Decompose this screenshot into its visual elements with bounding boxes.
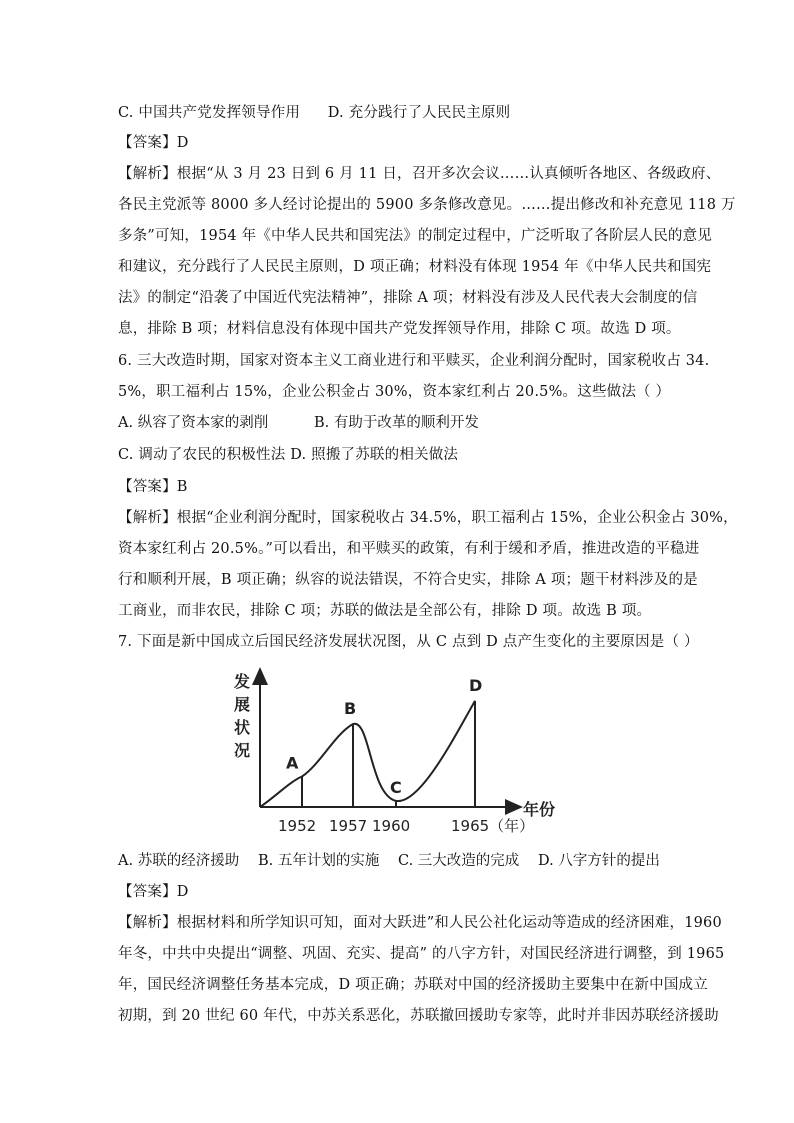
q6-stem-line: 5%，职工福利占 15%，企业公积金占 30%，资本家红利占 20.5%。这些做法（ ） [118, 384, 671, 400]
y-axis-label-char: 发 [234, 672, 251, 691]
q7-analysis-line: 年，国民经济调整任务基本完成，D 项正确；苏联对中国的经济援助主要集中在新中国成立 [118, 977, 708, 993]
q7-analysis-line: 【解析】根据材料和所学知识可知，面对大跃进”和人民公社化运动等造成的经济困难，1960 [118, 915, 722, 931]
q6-analysis-line: 资本家红利占 20.5%。”可以看出，和平赎买的政策，有利于缓和矛盾，推进改造的平稳进 [118, 541, 700, 557]
q5-option-d: D. 充分践行了人民民主原则 [327, 105, 511, 121]
q7-answer: 【答案】D [118, 884, 189, 900]
point-label-c: C [390, 777, 402, 797]
q5-analysis-line: 各民主党派等 8000 多人经讨论提出的 5900 多条修改意见。……提出修改和补充意见 118 万 [118, 197, 736, 213]
y-axis-label [233, 672, 250, 760]
q5-answer: 【答案】D [118, 135, 189, 151]
x-tick-label: 1965（年） [451, 817, 535, 835]
q5-options-cd [118, 103, 510, 123]
q6-answer: 【答案】B [118, 479, 188, 495]
q7-analysis-line: 年冬，中共中央提出“调整、巩固、充实、提高” 的八字方针，对国民经济进行调整，到 1965 [118, 946, 725, 962]
y-axis-label-char: 况 [234, 741, 251, 760]
point-label-a: A [286, 753, 299, 773]
economic-development-chart [230, 665, 560, 840]
q5-analysis-line: 息，排除 B 项；材料信息没有体现中国共产党发挥领导作用，排除 C 项。故选 D 项。 [118, 321, 681, 337]
q5-analysis-line: 【解析】根据“从 3 月 23 日到 6 月 11 日，召开多次会议……认真倾听各地区、各级政府、 [118, 166, 721, 182]
y-axis-label-char: 展 [234, 695, 251, 714]
point-label-b: B [344, 699, 357, 719]
q7-option-b: B. 五年计划的实施 [258, 853, 380, 869]
q6-stem-line: 6. 三大改造时期，国家对资本主义工商业进行和平赎买，企业利润分配时，国家税收占 34. [118, 353, 710, 369]
q5-analysis-line: 法》的制定“沿袭了中国近代宪法精神”，排除 A 项；材料没有涉及人民代表大会制度的信 [118, 290, 698, 306]
q7-option-a: A. 苏联的经济援助 [118, 853, 240, 869]
q7-option-d: D. 八字方针的提出 [538, 853, 660, 869]
x-tick-label: 1952 [278, 817, 317, 835]
q7-option-c: C. 三大改造的完成 [398, 853, 520, 869]
x-tick-label: 1960 [372, 817, 411, 835]
chart-svg [230, 665, 560, 840]
q6-option-a: A. 纵容了资本家的剥削 [118, 415, 269, 431]
q6-options-cd: C. 调动了农民的积极性法 D. 照搬了苏联的相关做法 [118, 447, 459, 463]
q7-analysis-line: 初期，到 20 世纪 60 年代，中苏关系恶化，苏联撤回援助专家等，此时并非因苏联经济援助 [118, 1008, 719, 1024]
point-label-d: D [469, 675, 483, 695]
q5-analysis-line: 多条”可知，1954 年《中华人民共和国宪法》的制定过程中，广泛听取了各阶层人民的意见 [118, 228, 713, 244]
q6-analysis-line: 【解析】根据“企业利润分配时，国家税收占 34.5%，职工福利占 15%，企业公积金占 30%， [118, 510, 738, 526]
q5-analysis-line: 和建议，充分践行了人民民主原则，D 项正确；材料没有体现 1954 年《中华人民共和国宪 [118, 259, 712, 275]
x-tick-label: 1957 [329, 817, 368, 835]
q5-option-c: C. 中国共产党发挥领导作用 [118, 105, 301, 121]
q6-option-b: B. 有助于改革的顺利开发 [314, 415, 479, 431]
x-axis-label: 年份 [523, 800, 556, 819]
q7-stem: 7. 下面是新中国成立后国民经济发展状况图，从 C 点到 D 点产生变化的主要原因是（ ） [118, 634, 699, 650]
q7-options [118, 851, 718, 871]
q6-analysis-line: 行和顺利开展，B 项正确；纵容的说法错误，不符合史实，排除 A 项；题干材料涉及的是 [118, 572, 698, 588]
y-axis-label-char: 状 [234, 718, 251, 737]
q6-options-ab [118, 413, 479, 433]
q6-analysis-line: 工商业，而非农民，排除 C 项；苏联的做法是全部公有，排除 D 项。故选 B 项。 [118, 603, 652, 619]
